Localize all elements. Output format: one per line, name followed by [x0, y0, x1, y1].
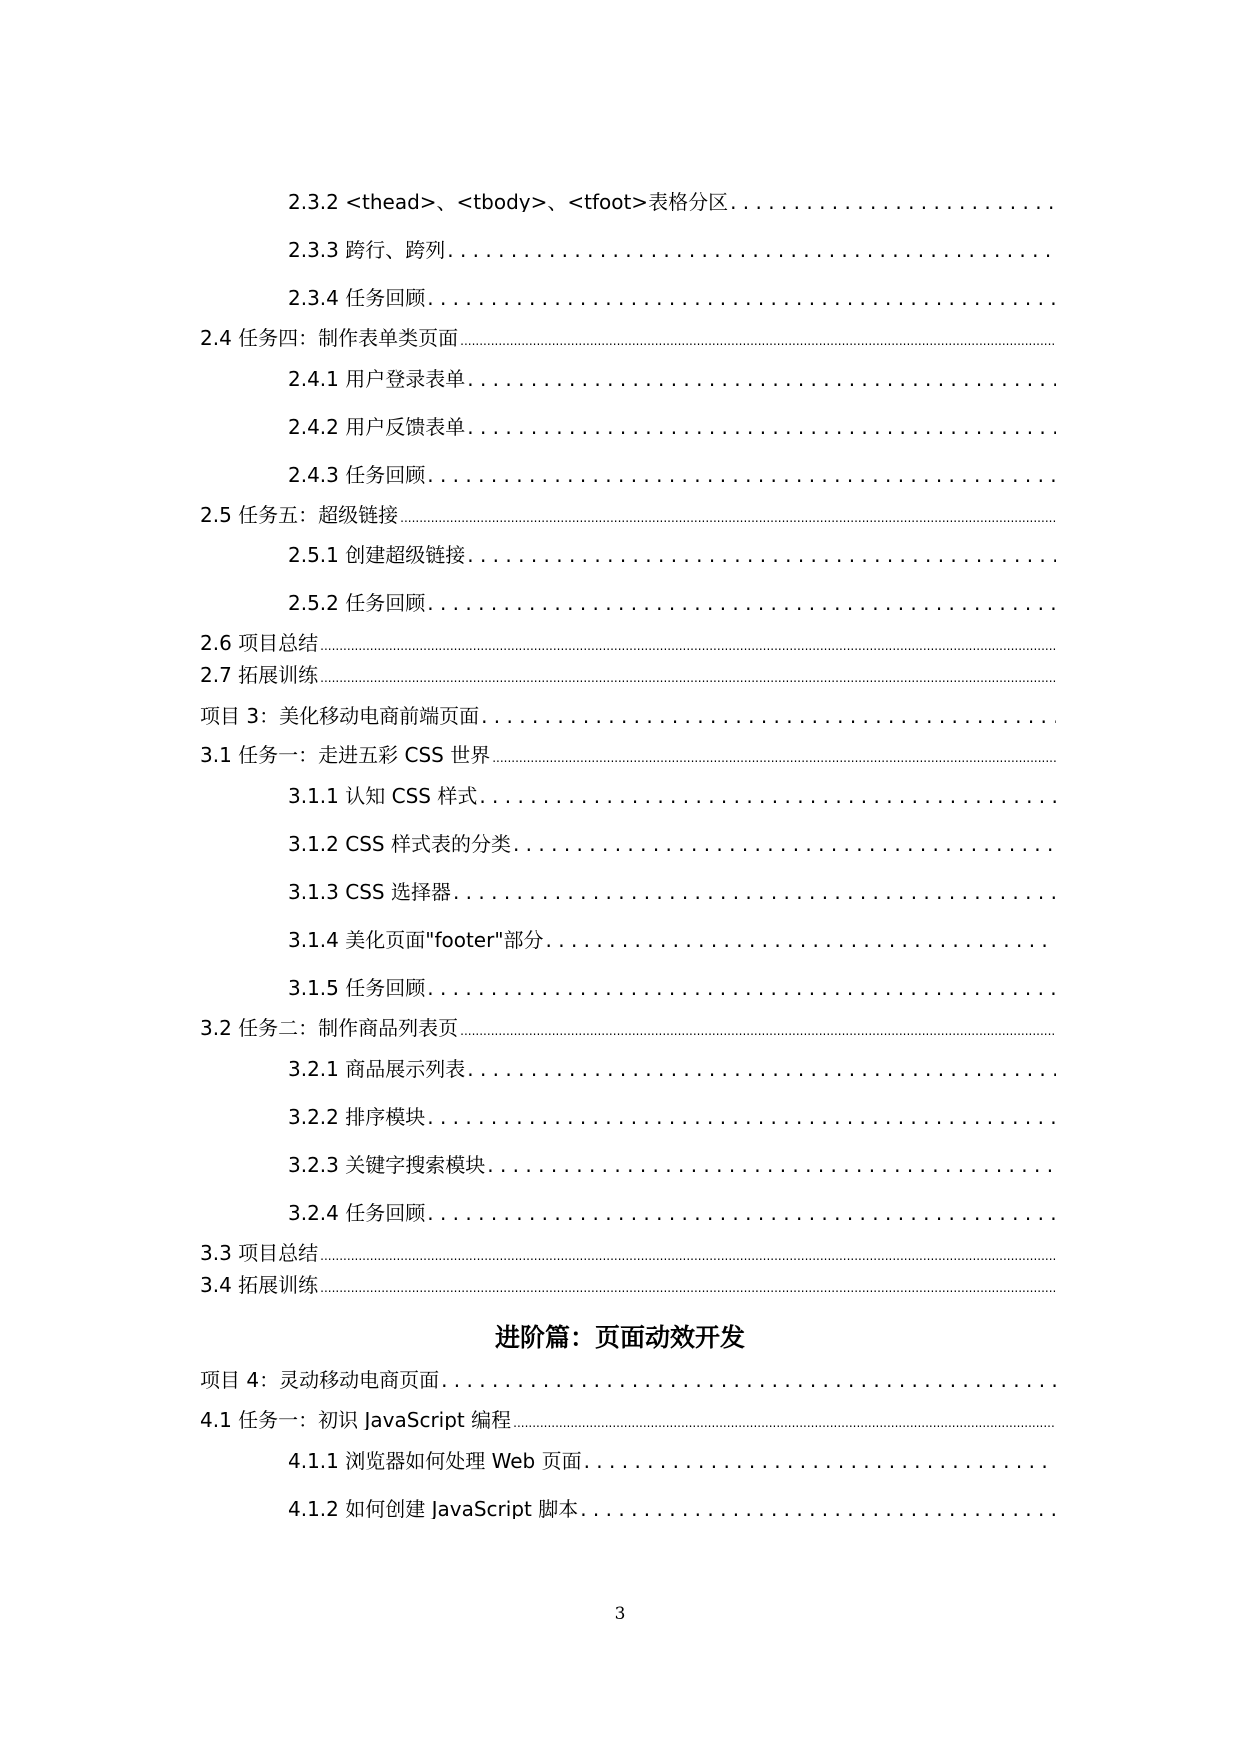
toc-entry-label: 4.1 任务一：初识 JavaScript 编程	[200, 1410, 512, 1430]
toc-entry-label: 3.2.2 排序模块	[288, 1107, 426, 1127]
toc-entry[interactable]	[288, 1203, 1056, 1223]
dot-leader	[453, 882, 1056, 902]
toc-entry-label: 2.4.1 用户登录表单	[288, 369, 466, 389]
dot-leader	[427, 1203, 1056, 1223]
toc-entry[interactable]	[288, 1499, 1056, 1519]
toc-entry[interactable]	[288, 288, 1056, 308]
toc-entry[interactable]	[288, 417, 1056, 437]
dot-leader	[427, 1107, 1056, 1127]
toc-entry[interactable]	[200, 1370, 1056, 1390]
toc-entry[interactable]	[200, 633, 1056, 653]
dot-leader	[487, 1155, 1056, 1175]
dot-leader	[492, 752, 1056, 764]
toc-entry[interactable]	[288, 1059, 1056, 1079]
toc-entry-label: 项目 3：美化移动电商前端页面	[200, 706, 480, 726]
dot-leader	[427, 465, 1056, 485]
toc-entry-label: 3.4 拓展训练	[200, 1275, 319, 1295]
toc-entry[interactable]	[288, 1451, 1056, 1471]
dot-leader	[513, 834, 1056, 854]
toc-entry[interactable]	[288, 786, 1056, 806]
toc-entry[interactable]	[200, 1018, 1056, 1038]
dot-leader	[730, 192, 1056, 212]
dot-leader	[481, 706, 1056, 726]
toc-entry-label: 2.4.3 任务回顾	[288, 465, 426, 485]
toc-entry-label: 2.3.3 跨行、跨列	[288, 240, 446, 260]
dot-leader	[427, 978, 1056, 998]
page-number: 3	[614, 1604, 626, 1624]
dot-leader	[513, 1417, 1056, 1429]
toc-entry[interactable]	[288, 930, 1056, 950]
dot-leader	[467, 417, 1056, 437]
toc-entry-label: 2.6 项目总结	[200, 633, 319, 653]
toc-entry-label: 2.4.2 用户反馈表单	[288, 417, 466, 437]
dot-leader	[467, 545, 1056, 565]
toc-entry-label: 2.3.4 任务回顾	[288, 288, 426, 308]
toc-entry[interactable]	[200, 706, 1056, 726]
toc-entry[interactable]	[200, 505, 1056, 525]
toc-entry-label: 3.1.5 任务回顾	[288, 978, 426, 998]
toc-entry[interactable]	[200, 1410, 1056, 1430]
toc-entry-label: 3.2.1 商品展示列表	[288, 1059, 466, 1079]
toc-entry-label: 2.5.2 任务回顾	[288, 593, 426, 613]
dot-leader	[447, 240, 1056, 260]
toc-entry[interactable]	[288, 240, 1056, 260]
toc-entry[interactable]	[288, 465, 1056, 485]
dot-leader	[546, 930, 1056, 950]
dot-leader	[479, 786, 1056, 806]
dot-leader	[441, 1370, 1056, 1390]
toc-entry[interactable]	[288, 545, 1056, 565]
dot-leader	[427, 288, 1056, 308]
toc-entry[interactable]	[288, 834, 1056, 854]
dot-leader	[460, 1025, 1056, 1037]
toc-entry-label: 2.4 任务四：制作表单类页面	[200, 328, 459, 348]
toc-entry-label: 2.5 任务五：超级链接	[200, 505, 399, 525]
dot-leader	[427, 593, 1056, 613]
toc-entry[interactable]	[288, 1155, 1056, 1175]
toc-entry-label: 2.7 拓展训练	[200, 665, 319, 685]
toc-entry[interactable]	[200, 1243, 1056, 1263]
dot-leader	[320, 672, 1056, 684]
dot-leader	[584, 1451, 1056, 1471]
toc-entry-label: 3.2 任务二：制作商品列表页	[200, 1018, 459, 1038]
toc-entry-label: 3.1.4 美化页面"footer"部分	[288, 930, 544, 950]
dot-leader	[460, 335, 1056, 347]
toc-entry-label: 3.1.1 认知 CSS 样式	[288, 786, 478, 806]
dot-leader	[400, 512, 1056, 524]
dot-leader	[320, 1282, 1056, 1294]
toc-entry-label: 2.3.2 <thead>、<tbody>、<tfoot>表格分区	[288, 192, 729, 212]
toc-entry-label: 3.3 项目总结	[200, 1243, 319, 1263]
toc-entry[interactable]	[288, 369, 1056, 389]
toc-entry[interactable]	[200, 328, 1056, 348]
toc-entry[interactable]	[288, 978, 1056, 998]
toc-entry[interactable]	[288, 882, 1056, 902]
toc-entry[interactable]	[288, 593, 1056, 613]
toc-entry-label: 4.1.1 浏览器如何处理 Web 页面	[288, 1451, 582, 1471]
toc-entry-label: 3.1.2 CSS 样式表的分类	[288, 834, 511, 854]
toc-entry[interactable]	[200, 745, 1056, 765]
toc-entry-label: 3.2.3 关键字搜索模块	[288, 1155, 486, 1175]
dot-leader	[320, 1250, 1056, 1262]
toc-entry-label: 2.5.1 创建超级链接	[288, 545, 466, 565]
dot-leader	[320, 640, 1056, 652]
dot-leader	[467, 369, 1056, 389]
toc-entry[interactable]	[200, 1275, 1056, 1295]
toc-entry-label: 3.1.3 CSS 选择器	[288, 882, 451, 902]
toc-entry[interactable]	[288, 192, 1056, 212]
toc-entry-label: 项目 4：灵动移动电商页面	[200, 1370, 440, 1390]
dot-leader	[467, 1059, 1056, 1079]
section-heading: 进阶篇：页面动效开发	[494, 1323, 745, 1352]
toc-entry-label: 3.2.4 任务回顾	[288, 1203, 426, 1223]
toc-entry-label: 4.1.2 如何创建 JavaScript 脚本	[288, 1499, 579, 1519]
toc-entry[interactable]	[288, 1107, 1056, 1127]
toc-entry[interactable]	[200, 665, 1056, 685]
dot-leader	[580, 1499, 1056, 1519]
toc-entry-label: 3.1 任务一：走进五彩 CSS 世界	[200, 745, 491, 765]
